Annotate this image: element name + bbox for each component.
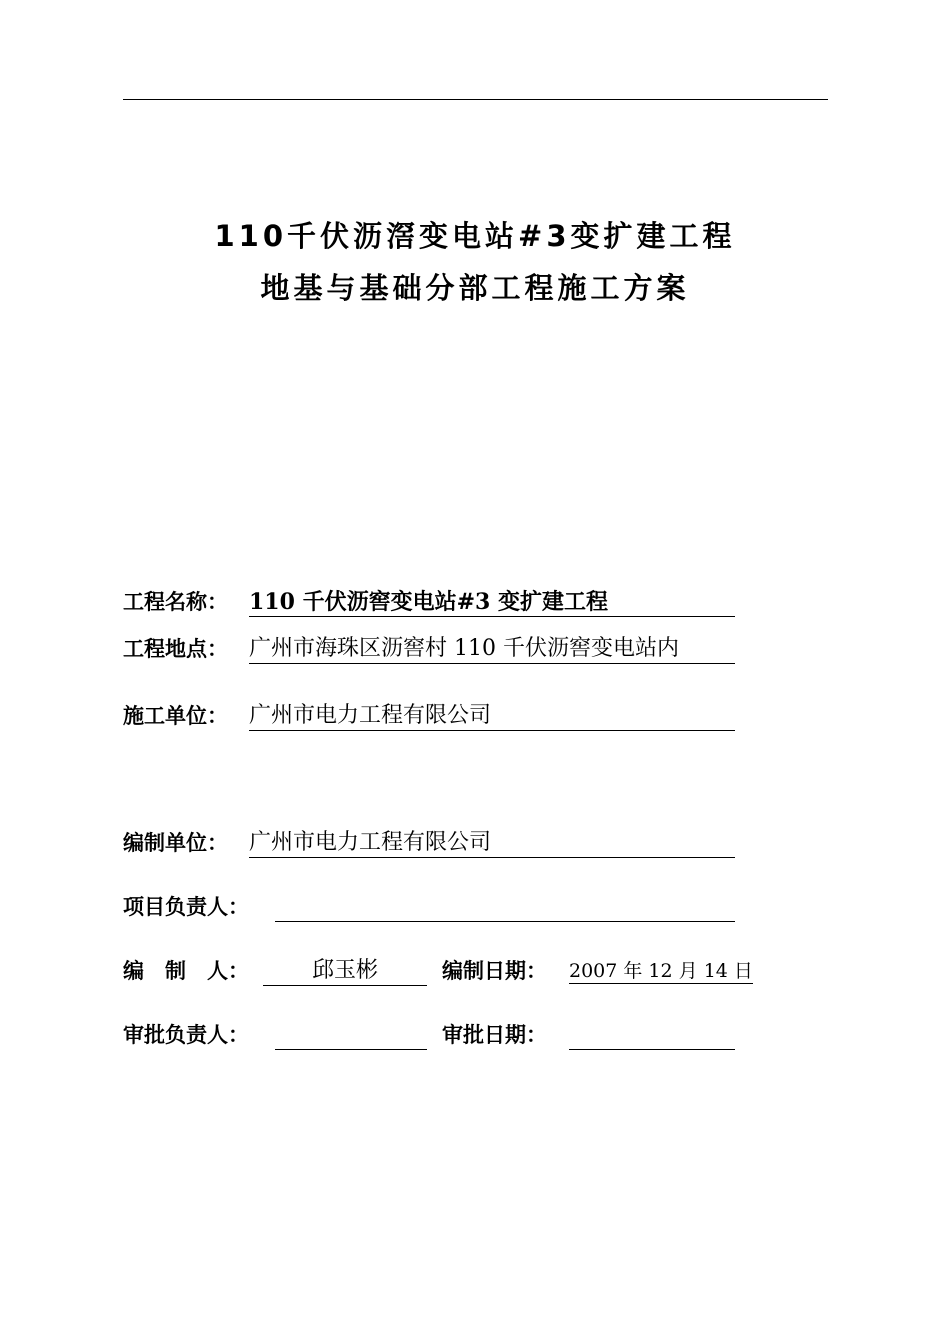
compiler-label: 编 制 人： <box>123 959 249 983</box>
approval-row <box>123 1018 738 1052</box>
approver-label: 审批负责人： <box>123 1023 249 1047</box>
compiler-row <box>123 954 763 988</box>
project-name-row <box>123 585 738 619</box>
project-site-row <box>123 632 738 666</box>
approve-date-label: 审批日期： <box>442 1023 547 1047</box>
compiling-unit-row <box>123 826 738 860</box>
project-lead-label: 项目负责人： <box>123 895 249 919</box>
header-rule <box>123 99 828 100</box>
project-lead-field <box>275 890 735 922</box>
document-title-line1: 110千伏沥滘变电站#3变扩建工程 <box>214 219 736 253</box>
compiling-unit-field: 广州市电力工程有限公司 <box>249 826 735 858</box>
compile-date-field: 2007 年 12 月 14 日 <box>569 954 753 984</box>
project-name-label: 工程名称： <box>123 590 228 614</box>
compile-date-label: 编制日期： <box>442 959 547 983</box>
approver-field <box>275 1018 427 1050</box>
construction-unit-label: 施工单位： <box>123 704 228 728</box>
project-name-field: 110 千伏沥窖变电站#3 变扩建工程 <box>249 585 735 617</box>
compiler-field: 邱玉彬 <box>263 954 427 986</box>
approve-date-field <box>569 1018 735 1050</box>
construction-unit-field: 广州市电力工程有限公司 <box>249 699 735 731</box>
compiling-unit-label: 编制单位： <box>123 831 228 855</box>
construction-unit-row <box>123 699 738 733</box>
project-site-label: 工程地点： <box>123 637 228 661</box>
document-title-line2: 地基与基础分部工程施工方案 <box>260 271 690 305</box>
project-site-field: 广州市海珠区沥窖村 110 千伏沥窖变电站内 <box>249 632 735 664</box>
project-lead-row <box>123 890 738 924</box>
